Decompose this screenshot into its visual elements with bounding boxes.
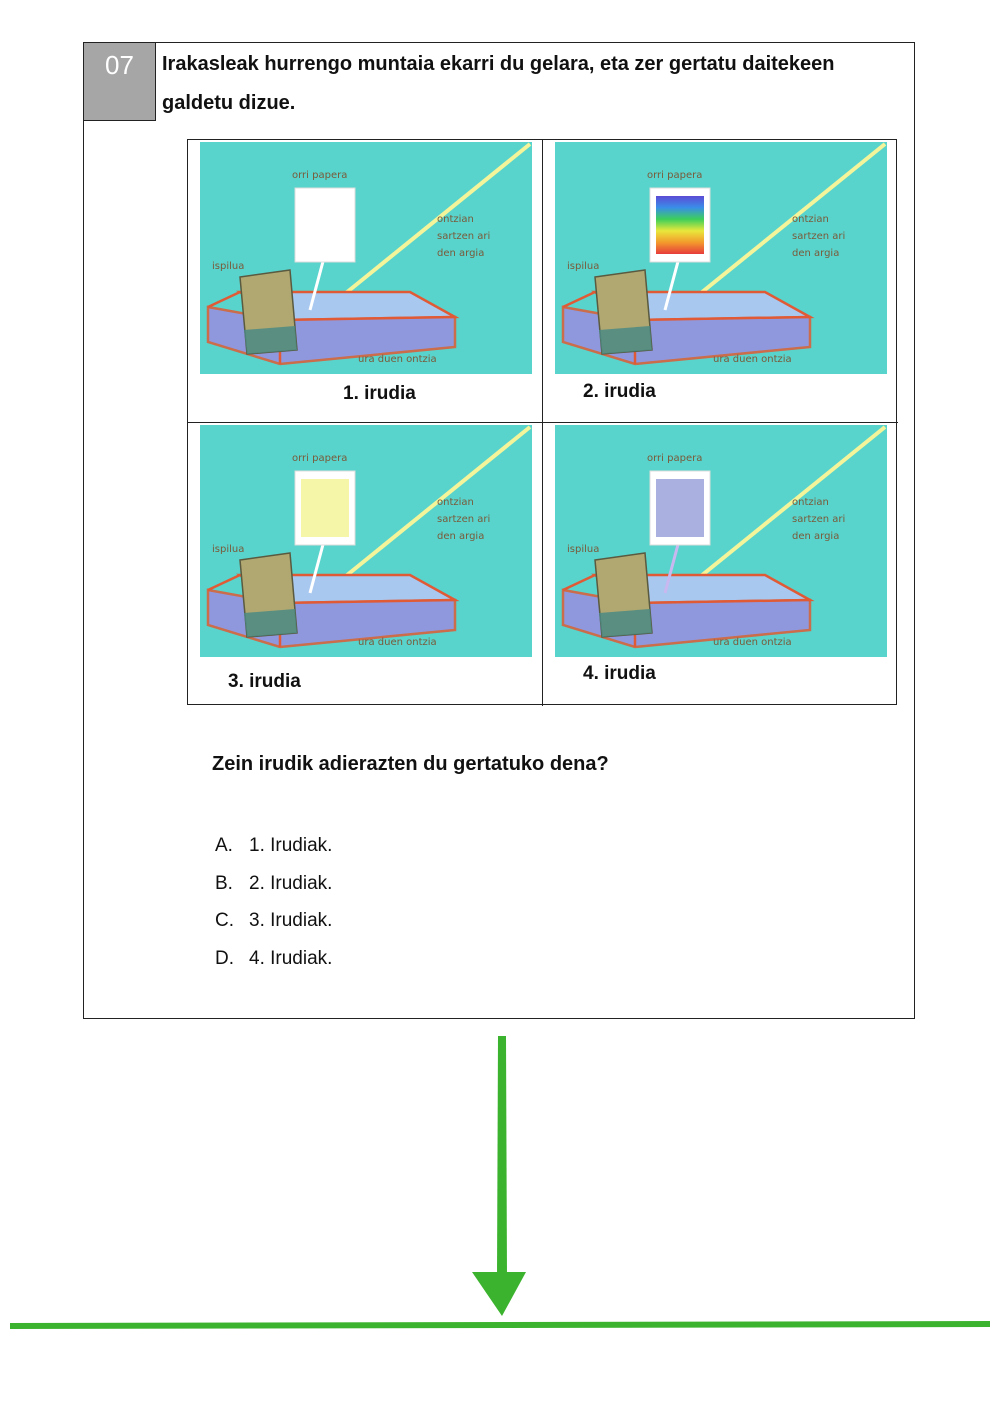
label-paper: orri papera — [292, 170, 348, 181]
horizontal-line — [10, 1321, 990, 1329]
label-container: ura duen ontzia — [713, 637, 792, 648]
label-light_2: sartzen ari — [792, 514, 846, 525]
label-mirror: ispilua — [567, 544, 600, 555]
vertical-line — [497, 1036, 507, 1276]
label-container: ura duen ontzia — [358, 354, 437, 365]
label-container: ura duen ontzia — [713, 354, 792, 365]
figure-caption: 2. irudia — [583, 381, 656, 402]
label-container: ura duen ontzia — [358, 637, 437, 648]
option-d[interactable]: D. 4. Irudiak. — [215, 947, 333, 969]
label-light_3: den argia — [437, 248, 485, 259]
label-light_3: den argia — [792, 248, 840, 259]
question-ask: Zein irudik adierazten du gertatuko dena? — [212, 753, 609, 775]
label-light_2: sartzen ari — [437, 514, 491, 525]
label-paper: orri papera — [647, 170, 703, 181]
label-light_2: sartzen ari — [437, 231, 491, 242]
label-light_1: ontzian — [437, 497, 474, 508]
option-c[interactable]: C. 3. Irudiak. — [215, 910, 333, 931]
label-mirror: ispilua — [567, 261, 600, 272]
label-light_3: den argia — [437, 531, 485, 542]
label-light_2: sartzen ari — [792, 231, 846, 242]
label-light_1: ontzian — [792, 497, 829, 508]
figure-caption: 1. irudia — [343, 383, 416, 404]
label-mirror: ispilua — [212, 544, 245, 555]
label-light_1: ontzian — [792, 214, 829, 225]
question-number: 07 — [84, 43, 156, 121]
option-a[interactable]: A. 1. Irudiak. — [215, 835, 333, 856]
label-paper: orri papera — [292, 453, 348, 464]
question-prompt: Irakasleak hurrengo muntaia ekarri du gelara, eta zer gertatu daitekeen galdetu dizue. — [162, 53, 835, 114]
figure-caption: 4. irudia — [583, 663, 656, 684]
figure-caption: 3. irudia — [228, 671, 301, 692]
option-b[interactable]: B. 2. Irudiak. — [215, 872, 333, 894]
label-mirror: ispilua — [212, 261, 245, 272]
label-light_3: den argia — [792, 531, 840, 542]
label-light_1: ontzian — [437, 214, 474, 225]
label-paper: orri papera — [647, 453, 703, 464]
arrow-head-icon — [472, 1272, 526, 1316]
